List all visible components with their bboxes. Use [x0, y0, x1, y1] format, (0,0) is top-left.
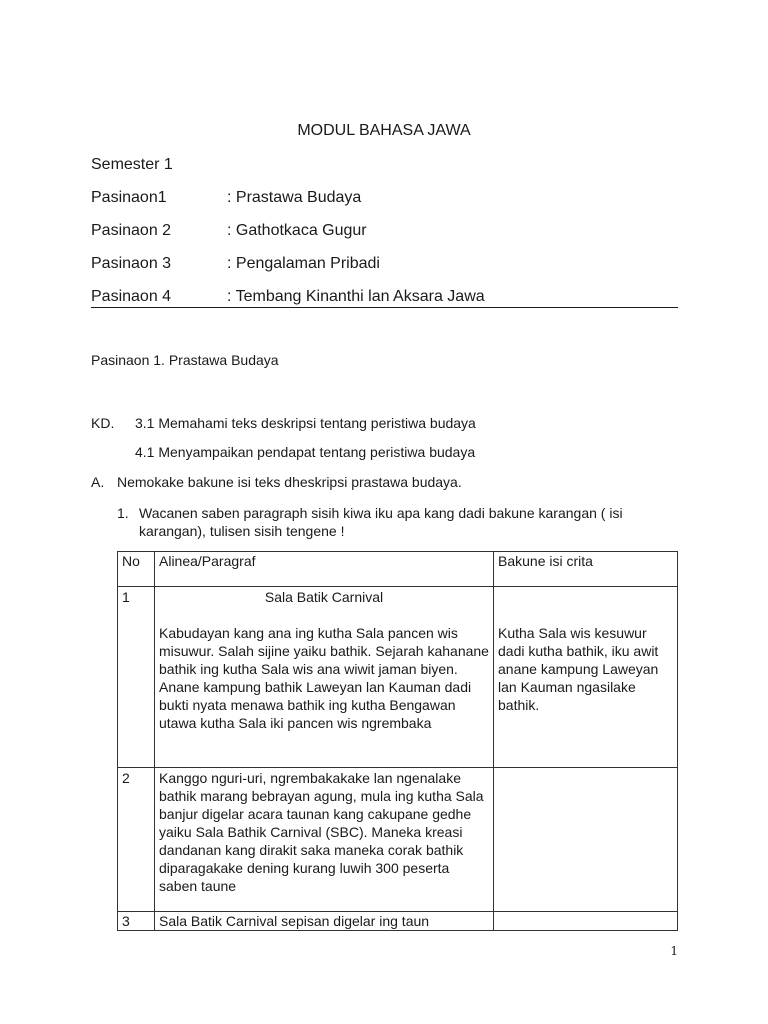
row-number: 2: [118, 768, 155, 912]
pasinaon-value: : Pengalaman Pribadi: [227, 255, 380, 272]
bakune-cell: [494, 912, 678, 931]
instruction-line-1: Wacanen saben paragraph sisih kiwa iku apa kang dadi bakune karangan ( isi: [139, 505, 623, 521]
section-heading: Pasinaon 1. Prastawa Budaya: [91, 352, 279, 368]
instruction-marker: 1.: [117, 505, 129, 521]
kd-item-1: 3.1 Memahami teks deskripsi tentang peristiwa budaya: [135, 415, 476, 431]
paragraph-table: [117, 551, 678, 931]
header-no: No: [118, 552, 155, 587]
bakune-cell: [494, 768, 678, 912]
table-row: [118, 768, 678, 912]
row-number: 3: [118, 912, 155, 931]
semester-label: Semester 1: [91, 156, 173, 173]
paragraph-text: Kabudayan kang ana ing kutha Sala pancen wis misuwur. Salah sijine yaiku bathik. Sejarah kahanane bathik ing kutha Sala wis ana wiwit jaman biyen. Anane kampung bathik Laweyan lan Kauman dadi bukti nyata menawa bathik ing kutha Bengawan utawa kutha Sala iki pancen wis ngrembaka: [159, 625, 489, 731]
document-title: MODUL BAHASA JAWA: [297, 122, 471, 139]
point-a-marker: A.: [91, 474, 105, 490]
paragraph-text: Sala Batik Carnival sepisan digelar ing taun: [155, 912, 494, 931]
row-number: 1: [118, 587, 155, 768]
paragraph-text: Kanggo nguri-uri, ngrembakakake lan ngenalake bathik marang bebrayan agung, mula ing kutha Sala banjur digelar acara taunan kang cakupane gedhe yaiku Sala Bathik Carnival (SBC). Maneka kreasi dandanan kang dirakit saka maneka corak bathik diparagakake dening kurang luwih 300 peserta saben taune: [155, 768, 494, 912]
table-row: [118, 912, 678, 931]
bakune-cell: Kutha Sala wis kesuwur dadi kutha bathik, iku awit anane kampung Laweyan lan Kauman ngasilake bathik.: [494, 587, 678, 768]
header-divider: [91, 307, 678, 308]
header-paragraf: Alinea/Paragraf: [155, 552, 494, 587]
paragraph-title: Sala Batik Carnival: [264, 589, 384, 605]
pasinaon-label: Pasinaon 2: [91, 222, 172, 239]
pasinaon-label: Pasinaon 4: [91, 288, 172, 305]
instruction-line-2: karangan), tulisen sisih tengene !: [139, 523, 345, 539]
header-bakune: Bakune isi crita: [494, 552, 678, 587]
table-header-row: [118, 552, 678, 587]
paragraph-cell: [155, 587, 494, 768]
pasinaon-value: : Prastawa Budaya: [227, 189, 362, 206]
pasinaon-label: Pasinaon1: [91, 189, 167, 206]
kd-item-2: 4.1 Menyampaikan pendapat tentang peristiwa budaya: [135, 444, 476, 460]
pasinaon-value: : Gathotkaca Gugur: [227, 222, 367, 239]
page-number: 1: [670, 944, 678, 958]
table-row: [118, 587, 678, 768]
kd-label: KD.: [91, 415, 115, 431]
pasinaon-value: : Tembang Kinanthi lan Aksara Jawa: [227, 288, 485, 305]
point-a-text: Nemokake bakune isi teks dheskripsi prastawa budaya.: [117, 474, 462, 490]
pasinaon-label: Pasinaon 3: [91, 255, 172, 272]
